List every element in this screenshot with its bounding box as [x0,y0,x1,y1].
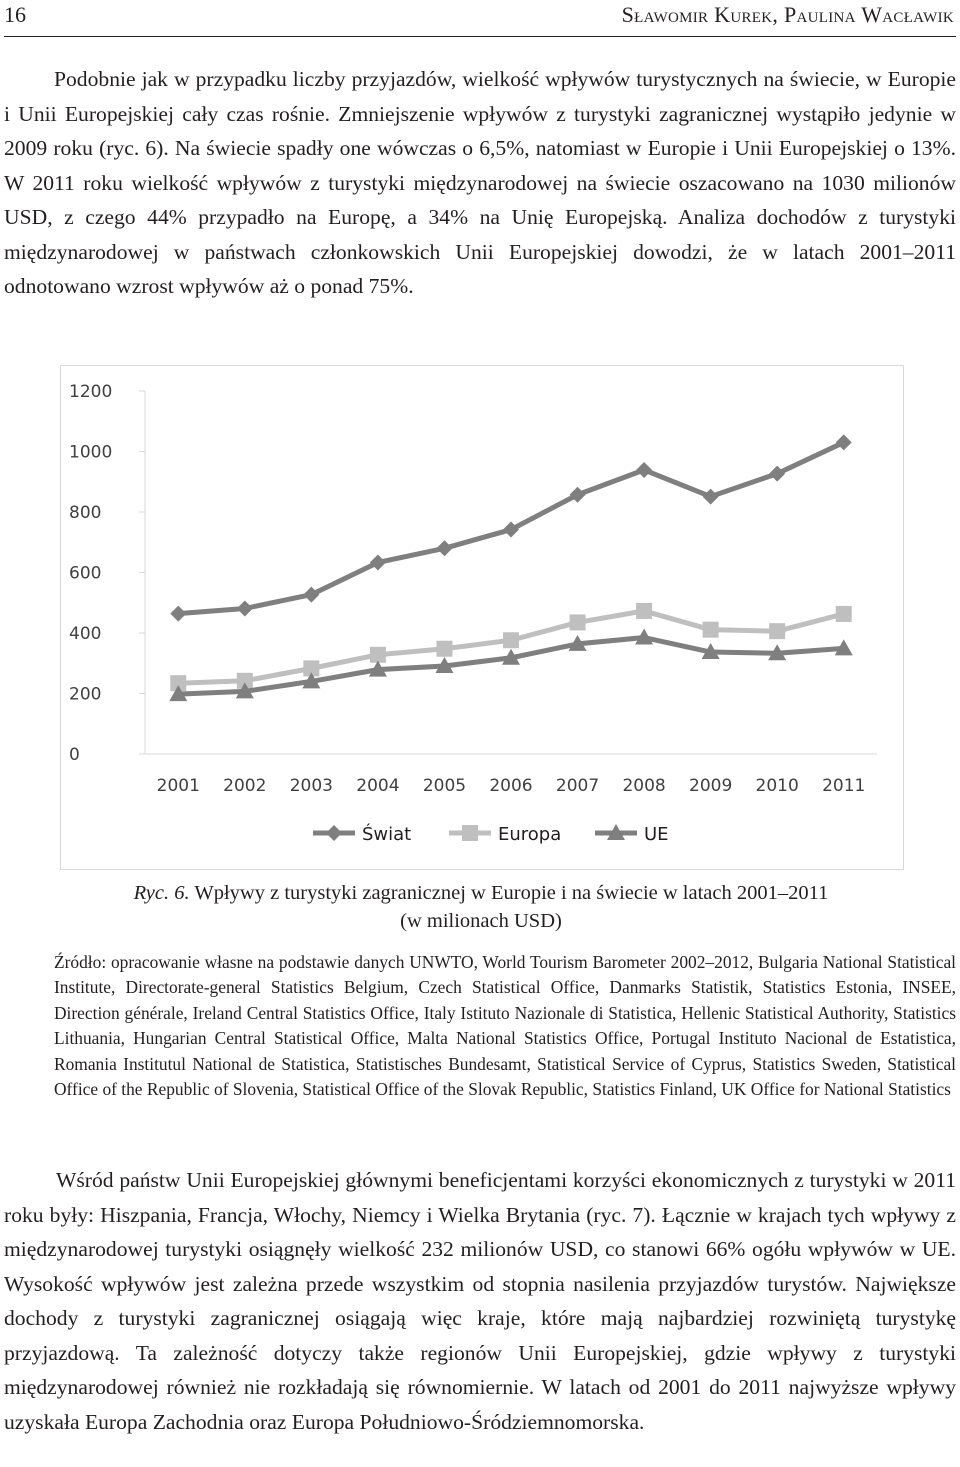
data-point-swiat [636,462,652,478]
data-point-europa [570,614,586,630]
legend-label-europa: Europa [498,824,562,845]
legend-marker-swiat [326,825,342,841]
figure-label: Ryc. 6. [133,882,190,904]
data-point-europa [636,603,652,619]
x-tick-label: 2005 [422,776,467,796]
x-axis [145,754,877,796]
figure-caption-text: Wpływy z turystyki zagranicznej w Europie i na świecie w latach 2001–2011 [194,882,829,904]
line-chart [61,366,903,869]
data-point-swiat [370,555,386,571]
y-tick-label: 600 [69,563,102,584]
data-point-europa [703,622,719,638]
page-number: 16 [4,2,26,27]
y-axis [69,382,145,765]
data-point-swiat [170,606,186,622]
figure-caption-line-1 [60,878,902,908]
page-header [4,0,956,37]
x-tick-label: 2007 [555,776,600,796]
data-point-swiat [836,434,852,450]
x-tick-label: 2006 [489,776,533,796]
x-tick-label: 2011 [822,776,866,796]
y-tick-label: 1000 [69,442,113,463]
y-tick-label: 800 [69,503,102,523]
source-note: Źródło: opracowanie własne na podstawie danych UNWTO, World Tourism Barometer 2002–2012, Bulgaria National Statistical Institute, Directorate-general Statistics Belgium, Czech Statistical Office, Danmarks Statistik, Statistics Estonia, INSEE, Direction générale, Ireland Central Statistics Office, Italy Istituto Nazionale di Statistica, Hellenic Statistical Authority, Statistics Lithuania, Hungarian Central Statistical Office, Malta National Statistics Office, Portugal Instituto Nacional de Estatistica, Romania Institutul National de Statistica, Statistisches Bundesamt, Statistical Service of Cyprus, Statistics Sweden, Statistical Office of the Republic of Slovenia, Statistical Office of the Slovak Republic, Statistics Finland, UK Office for National Statistics [54,952,956,1100]
chart-legend [313,823,669,845]
body-paragraph-1: Podobnie jak w przypadku liczby przyjazdów, wielkość wpływów turystycznych na świecie, w Europie i Unii Europejskiej cały czas rośnie. Zmniejszenie wpływów z turystyki zagranicznej wystąpiło jedynie w 2009 roku (ryc. 6). Na świecie spadły one wówczas o 6,5%, natomiast w Europie i Unii Europejskiej o 13%. W 2011 roku wielkość wpływów z turystyki międzynarodowej na świecie oszacowano na 1030 milionów USD, z czego 44% przypadło na Europę, a 34% na Unię Europejską. Analiza dochodów z turystyki międzynarodowej w państwach członkowskich Unii Europejskiej dowodzi, że w latach 2001–2011 odnotowano wzrost wpływów aż o ponad 75%. [4,67,956,298]
data-point-swiat [769,466,785,482]
x-tick-label: 2001 [156,776,200,796]
running-head-authors: Sławomir Kurek, Paulina Wacławik [621,2,954,27]
legend-marker-europa [462,825,478,841]
y-tick-label: 200 [69,684,102,705]
x-tick-label: 2008 [622,776,666,796]
x-tick-label: 2003 [289,776,333,796]
y-tick-label: 0 [69,745,80,765]
data-point-swiat [237,600,253,616]
x-tick-label: 2010 [755,776,799,796]
body-paragraph-2: Wśród państw Unii Europejskiej głównymi beneficjentami korzyści ekonomicznych z turystyki w 2011 roku były: Hiszpania, Francja, Włochy, Niemcy i Wielka Brytania (ryc. 7). Łącznie w krajach tych wpływy z międzynarodowej turystyki osiągnęły wielkość 232 milionów USD, co stanowi 66% ogółu wpływów w UE. Wysokość wpływów jest zależna przede wszystkim od stopnia nasilenia przyjazdów turystów. Największe dochody z turystyki zagranicznej osiągają więc kraje, które mają najbardziej rozwiniętą turystykę przyjazdową. Ta zależność dotyczy także regionów Unii Europejskiej, gdzie wpływy z turystyki międzynarodowej również nie rozkładają się równomiernie. W latach od 2001 do 2011 najwyższe wpływy uzyskała Europa Zachodnia oraz Europa Południowo-Śródziemnomorska. [4,1168,956,1434]
x-tick-label: 2004 [356,776,400,796]
data-point-swiat [703,489,719,505]
legend-label-swiat: Świat [362,824,412,845]
x-tick-label: 2002 [223,776,267,796]
data-point-europa [370,647,386,663]
figure-chart [60,365,904,870]
data-point-swiat [436,540,452,556]
data-point-europa [503,632,519,648]
y-tick-label: 400 [69,624,102,644]
series-swiat [170,434,851,621]
x-tick-label: 2009 [689,776,733,796]
data-point-europa [769,623,785,639]
series-layer [169,434,852,701]
series-europa [170,603,851,691]
legend-label-ue: UE [644,824,669,845]
data-point-swiat [303,587,319,603]
figure-caption-line-2: (w milionach USD) [400,910,562,932]
data-point-europa [836,606,852,622]
data-point-europa [436,641,452,657]
y-tick-label: 1200 [69,382,113,402]
